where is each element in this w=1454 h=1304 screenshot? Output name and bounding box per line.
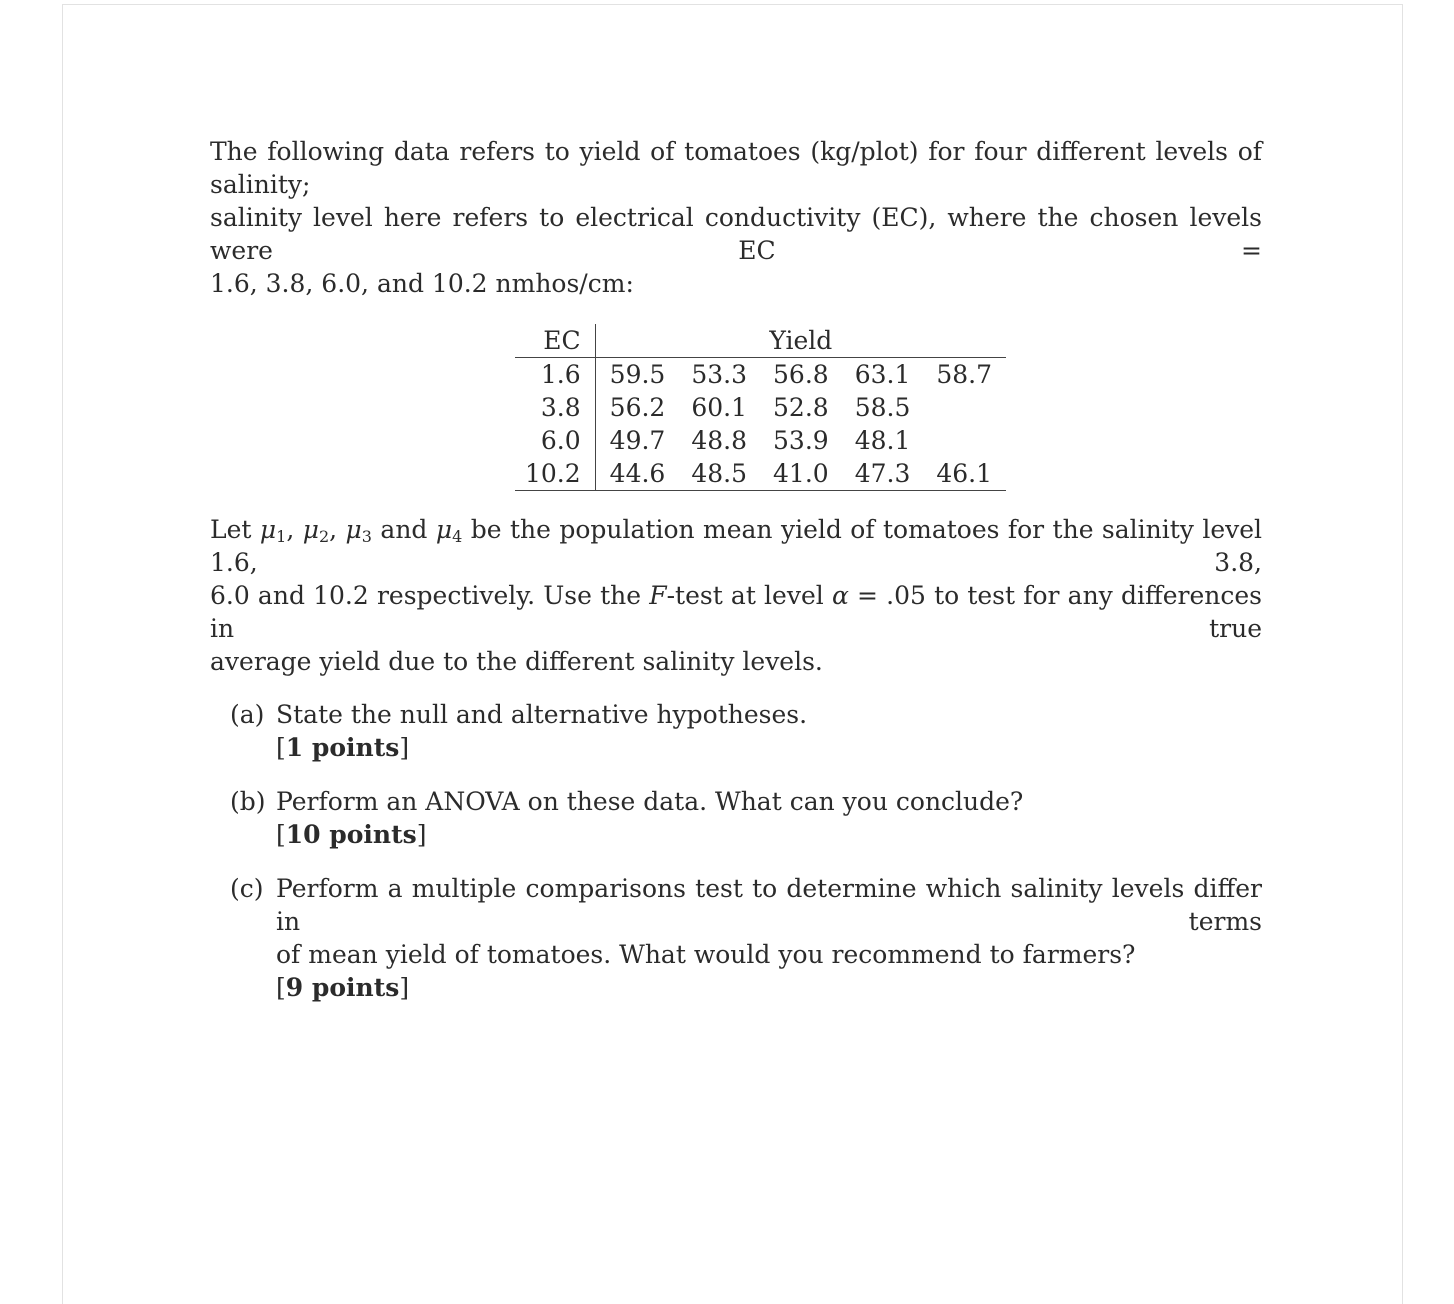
mu-symbol: μ — [302, 515, 319, 544]
part-text: State the null and alternative hypotheses. — [276, 700, 808, 729]
part-text-line-2: of mean yield of tomatoes. What would you recommend to farmers? — [276, 940, 1136, 969]
question-parts — [230, 698, 1262, 1004]
document-page — [62, 4, 1403, 1304]
mu-1 — [260, 515, 286, 544]
yield-cell — [922, 391, 1006, 424]
part-label: (b) — [230, 787, 266, 816]
part-label: (c) — [230, 874, 264, 903]
ec-cell: 3.8 — [515, 391, 595, 424]
part-a — [230, 698, 1262, 764]
let-line-2-b: -test at level — [666, 581, 824, 610]
intro-line-3: 1.6, 3.8, 6.0, and 10.2 nmhos/cm: — [210, 269, 634, 298]
yield-cell: 48.1 — [854, 426, 911, 455]
yield-cell: 52.8 — [773, 393, 829, 422]
ec-column-header: EC — [515, 324, 595, 358]
table-header-row — [515, 324, 1006, 358]
yield-cell: 49.7 — [609, 426, 666, 455]
part-text: Perform an ANOVA on these data. What can you conclude? — [276, 787, 1024, 816]
yield-cell: 46.1 — [922, 457, 1006, 491]
mu-2 — [303, 515, 329, 544]
yield-cell: 48.8 — [691, 426, 748, 455]
mu-sub-3: 3 — [361, 527, 372, 546]
yield-cell: 63.1 — [854, 360, 911, 389]
intro-line-1: The following data refers to yield of tomatoes (kg/plot) for four different levels of salinity; — [210, 137, 1262, 199]
mu-sub-2: 2 — [318, 527, 330, 546]
points-value: 9 points — [285, 973, 400, 1002]
yield-table-wrapper — [515, 324, 993, 491]
yield-cell: 47.3 — [841, 457, 923, 491]
points-value: 10 points — [285, 820, 417, 849]
mu-symbol: μ — [435, 515, 453, 544]
yield-cell: 56.8 — [773, 360, 829, 389]
yield-cell: 53.9 — [773, 426, 829, 455]
let-line-1-rest: be the population mean yield of tomatoes for the salinity level 1.6, 3.8, — [210, 515, 1263, 577]
let-word: Let — [210, 515, 252, 544]
let-line-2 — [210, 579, 1262, 645]
mu-symbol: μ — [345, 515, 362, 544]
let-line-2-c: = .05 to test for any differences in true — [210, 581, 1262, 643]
part-text-line-1: Perform a multiple comparisons test to determine which salinity levels differ in terms — [276, 874, 1262, 936]
and-word: and — [380, 515, 428, 544]
yield-table — [515, 324, 1006, 491]
yield-cell: 44.6 — [595, 457, 677, 491]
mu-symbol: μ — [259, 515, 277, 544]
yield-cell: 48.5 — [677, 457, 759, 491]
let-line-1 — [210, 513, 1262, 579]
yield-column-header: Yield — [595, 324, 1006, 358]
yield-cell: 58.7 — [936, 360, 993, 389]
table-row — [515, 424, 1006, 457]
comma: , — [329, 515, 338, 544]
mu-3 — [346, 515, 372, 544]
ec-cell: 1.6 — [515, 358, 595, 392]
part-label: (a) — [230, 700, 265, 729]
intro-line-2: salinity level here refers to electrical conductivity (EC), where the chosen levels were EC = — [210, 203, 1262, 265]
part-b — [230, 785, 1262, 851]
yield-cell: 59.5 — [609, 360, 666, 389]
alpha-symbol: α — [831, 581, 849, 610]
yield-cell: 53.3 — [691, 360, 748, 389]
points-label: [1 points] — [276, 733, 410, 762]
ec-cell: 6.0 — [515, 424, 595, 457]
comma: , — [286, 515, 295, 544]
part-c — [230, 872, 1262, 1004]
yield-cell — [922, 424, 1006, 457]
intro-paragraph — [210, 135, 1262, 300]
yield-cell: 58.5 — [854, 393, 911, 422]
ec-cell: 10.2 — [515, 457, 595, 491]
table-row — [515, 391, 1006, 424]
mu-sub-4: 4 — [452, 527, 463, 546]
let-line-2-a: 6.0 and 10.2 respectively. Use the — [210, 581, 642, 610]
f-symbol: F — [649, 581, 667, 610]
mu-sub-1: 1 — [276, 527, 287, 546]
let-line-3: average yield due to the different salinity levels. — [210, 647, 823, 676]
table-row — [515, 457, 1006, 491]
points-value: 1 points — [285, 733, 400, 762]
mu-4 — [436, 515, 462, 544]
yield-cell: 41.0 — [759, 457, 841, 491]
yield-cell: 60.1 — [691, 393, 748, 422]
points-label: [10 points] — [276, 820, 427, 849]
table-row — [515, 358, 1006, 392]
problem-content — [210, 135, 1262, 1025]
let-paragraph — [210, 513, 1262, 678]
yield-cell: 56.2 — [609, 393, 666, 422]
points-label: [9 points] — [276, 973, 410, 1002]
